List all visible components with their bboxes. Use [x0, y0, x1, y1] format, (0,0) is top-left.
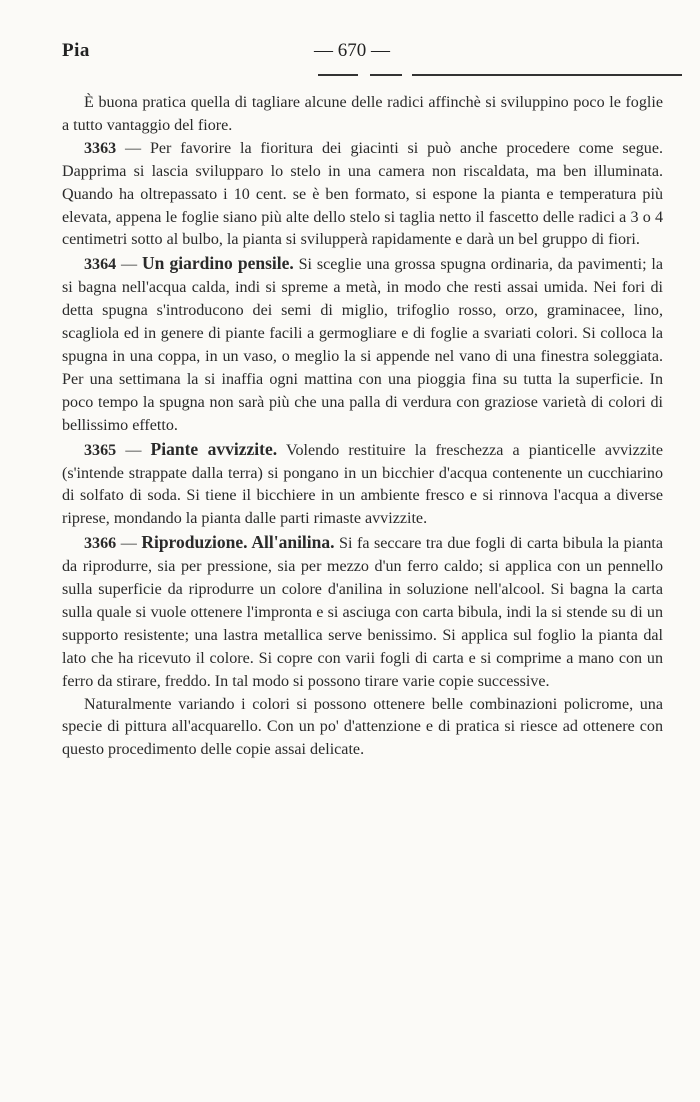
paragraph-intro	[62, 92, 663, 138]
entry-number: 3366	[84, 535, 117, 553]
running-head: Pia	[62, 40, 90, 61]
entry-text: Volendo restituire la freschezza a pianticelle avvizzite (s'intende strappate dalla terra) si pongano in un bicchier d'acqua contenente un cucchiarino di solfato di soda. Si tiene il bicchiere in un ambiente fresco e si rinnova l'acqua a diverse riprese, mondando la pianta dalle parti rimaste avvizzite.	[62, 441, 664, 528]
entry-separator: —	[116, 139, 150, 157]
page-number: — 670 —	[314, 40, 390, 61]
entry-title: Piante avvizzite.	[150, 438, 278, 459]
header-rule	[318, 74, 358, 76]
entry-separator: —	[116, 535, 142, 553]
paragraph-text: È buona pratica quella di tagliare alcune delle radici affinchè si sviluppino poco le foglie a tutto vantaggio del fiore.	[62, 94, 663, 134]
entry-number: 3363	[84, 139, 117, 157]
entry-title: Riproduzione. All'anilina.	[141, 532, 335, 553]
paragraph-text: Naturalmente variando i colori si possono ottenere belle combinazioni policrome, una specie di pittura all'acquarello. Con un po' d'attenzione e di pratica si riesce ad ottenere con questo procedimento delle copie assai delicate.	[62, 695, 663, 759]
entry-3366	[62, 531, 663, 693]
header-rule	[370, 74, 402, 76]
entry-number: 3364	[84, 256, 117, 274]
entry-text: Si fa seccare tra due fogli di carta bibula la pianta da riprodurre, sia per pressione, sia per mezzo d'un ferro caldo; si applica con un pennello sulla superficie da riprodurre un colore d'anilina in soluzione nell'alcool. Si bagna la carta sulla quale si vuole ottenere l'impronta e si asciuga con carta bibula, indi la si stende su di un supporto resistente; una lastra metallica serve benissimo. Si applica sul foglio la pianta dal lato che ha ricevuto il colore. Si copre con varii fogli di carta e si comprime a mano con un ferro da stirare, freddo. In tal modo si possono tirare varie copie successive.	[62, 535, 664, 690]
entry-3365	[62, 438, 663, 532]
entry-text: Per favorire la fioritura dei giacinti si può anche procedere come segue. Dapprima si lascia svilupparo lo stelo in una camera non riscaldata, ma ben illuminata. Quando ha oltrepassato i 10 cent. se è ben formato, si espone la pianta e temperatura più elevata, appena le foglie siano più alte dello stelo si taglia netto il fascetto delle radici a 3 o 4 centimetri sotto al bulbo, la pianta si svilupperà rapidamente e darà un bel gruppo di fiori.	[62, 139, 664, 249]
entry-3363	[62, 138, 663, 253]
page-body	[62, 92, 663, 762]
header-rule	[412, 74, 682, 76]
page-header	[62, 40, 660, 68]
paragraph-closing	[62, 694, 663, 763]
entry-number: 3365	[84, 441, 117, 459]
entry-separator: —	[116, 256, 142, 274]
entry-3364	[62, 252, 663, 437]
entry-title: Un giardino pensile.	[141, 253, 294, 274]
entry-text: Si sceglie una grossa spugna ordinaria, da pavimenti; la si bagna nell'acqua calda, indi si spreme a metà, in modo che resti assai umida. Nei fori di detta spugna s'introducono dei semi di miglio, trifoglio rosso, orzo, graminacee, lino, scagliola ed in genere di piante facili a germogliare e di foglie a svariati colori. Si colloca la spugna in una coppa, in un vaso, o meglio la si appende nel vano di una finestra soleggiata. Per una settimana la si inaffia ogni mattina con una pioggia fina su tutta la superficie. In poco tempo la spugna non sarà più che una palla di verdura con graziose varietà di colori di bellissimo effetto.	[62, 256, 664, 434]
entry-separator: —	[116, 441, 151, 459]
